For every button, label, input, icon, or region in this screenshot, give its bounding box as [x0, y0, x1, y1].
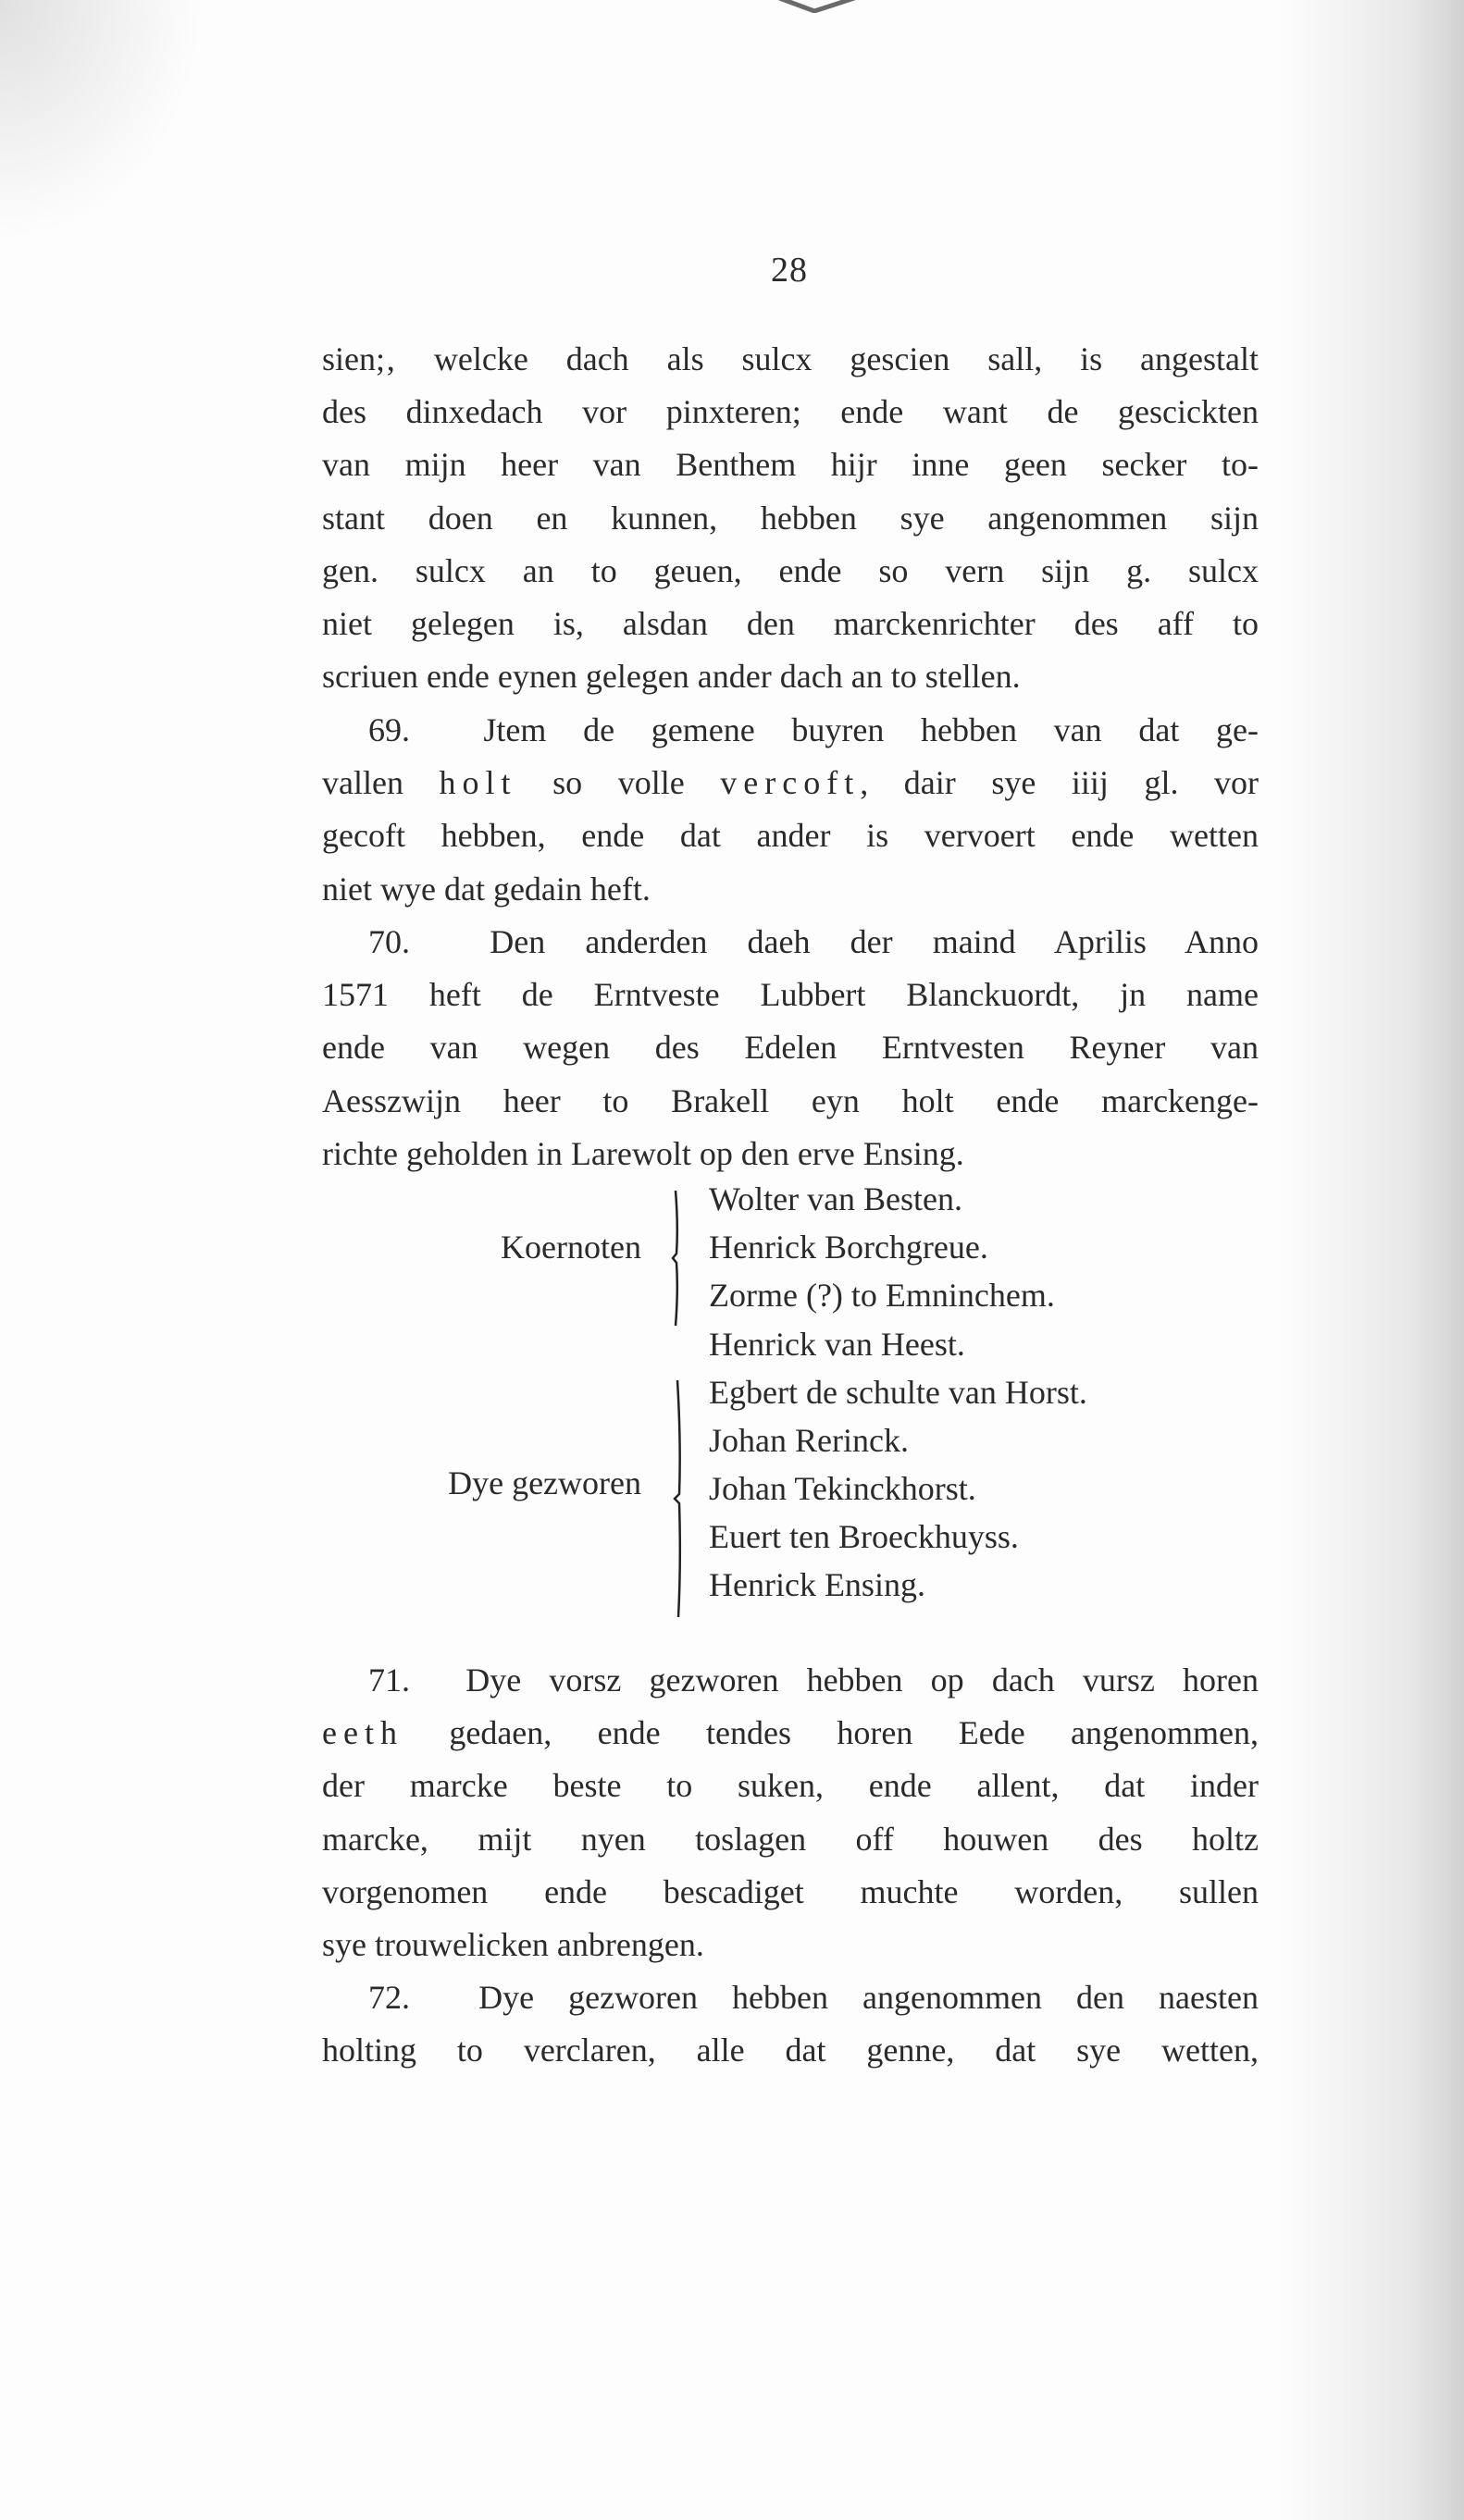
section-number: 72.: [368, 1979, 410, 2016]
section-72: [322, 1971, 1259, 2077]
text-line: niet wye dat gedain heft.: [322, 870, 651, 908]
text-line: der marcke beste to suken, ende allent, dat inder: [322, 1767, 1259, 1805]
roster-name: Henrick van Heest.: [709, 1326, 965, 1363]
text-line: [322, 1971, 1259, 2024]
spaced-emphasis: holt: [439, 764, 517, 802]
text-line: marcke, mijt nyen toslagen off houwen des holtz: [322, 1820, 1259, 1858]
text-span: vallen: [322, 764, 403, 802]
roster-name: Egbert de schulte van Horst.: [709, 1374, 1087, 1411]
text-line: sye trouwelicken anbrengen.: [322, 1925, 704, 1963]
text-line: gecoft hebben, ende dat ander is vervoert ende wetten: [322, 817, 1259, 855]
brace-icon: [666, 1189, 685, 1328]
text-line: vorgenomen ende bescadiget muchte worden, sullen: [322, 1872, 1259, 1910]
section-71: [322, 1654, 1259, 1971]
text-line: [322, 757, 1259, 809]
binding-clip-mark: [750, 0, 888, 13]
page-edge-shadow-topleft: [0, 0, 204, 241]
roster-name: Henrick Ensing.: [709, 1566, 925, 1603]
page-number: 28: [771, 251, 808, 290]
text-line: richte geholden in Larewolt op den erve Ensing.: [322, 1134, 964, 1172]
brace-icon: [668, 1378, 687, 1619]
roster-name: Wolter van Besten.: [709, 1180, 963, 1217]
spaced-emphasis: eeth: [322, 1714, 403, 1752]
section-number: 71.: [368, 1661, 410, 1699]
text-line: Aesszwijn heer to Brakell eyn holt ende marckenge-: [322, 1081, 1259, 1119]
text-line: gen. sulcx an to geuen, ende so vern sijn g. sulcx: [322, 551, 1259, 589]
spaced-emphasis: vercoft: [720, 764, 861, 802]
section-69: [322, 704, 1259, 916]
section-number: 69.: [368, 711, 410, 748]
section-text: Jtem de gemene buyren hebben van dat ge-: [483, 711, 1259, 748]
text-span: gedaen, ende tendes horen Eede angenommen,: [403, 1714, 1259, 1752]
section-number: 70.: [368, 923, 410, 960]
text-line: [322, 1654, 1259, 1707]
text-line: des dinxedach vor pinxteren; ende want de gescickten: [322, 393, 1259, 431]
text-line: [322, 704, 1259, 757]
text-line: 1571 heft de Erntveste Lubbert Blanckuordt, jn name: [322, 976, 1259, 1014]
text-line: holting to verclaren, alle dat genne, dat sye wetten,: [322, 2032, 1259, 2069]
text-span: , dair sye iiij gl. vor: [860, 764, 1259, 802]
text-line: [322, 916, 1259, 969]
section-text: Den anderden daeh der maind Aprilis Anno: [490, 923, 1259, 960]
paragraph-intro: [322, 333, 1259, 703]
roster-name: Henrick Borchgreue.: [709, 1229, 988, 1266]
roster-name: Zorme (?) to Emninchem.: [709, 1277, 1055, 1314]
text-line: sien;‚ welcke dach als sulcx gescien sall, is angestalt: [322, 340, 1259, 377]
roster-name: Johan Rerinck.: [709, 1422, 909, 1459]
section-text: Dye gezworen hebben angenommen den naesten: [478, 1979, 1259, 2016]
text-line: stant doen en kunnen, hebben sye angenommen sijn: [322, 499, 1259, 537]
text-line: niet gelegen is, alsdan den marckenrichter des aff to: [322, 604, 1259, 642]
roster-name: Euert ten Broeckhuyss.: [709, 1518, 1019, 1555]
section-text: Dye vorsz gezworen hebben op dach vursz horen: [465, 1661, 1259, 1699]
text-line: ende van wegen des Edelen Erntvesten Reyner van: [322, 1029, 1259, 1067]
roster-group-label: Koernoten: [501, 1229, 641, 1266]
text-span: so volle: [552, 764, 685, 802]
roster-group-label: Dye gezworen: [448, 1464, 641, 1501]
section-70: [322, 916, 1259, 1180]
text-line: scriuen ende eynen gelegen ander dach an to stellen.: [322, 658, 1021, 696]
text-line: [322, 1707, 1259, 1760]
roster-name: Johan Tekinckhorst.: [709, 1470, 976, 1507]
text-line: van mijn heer van Benthem hijr inne geen secker to-: [322, 446, 1259, 484]
page-edge-shadow-right: [1279, 0, 1464, 2520]
